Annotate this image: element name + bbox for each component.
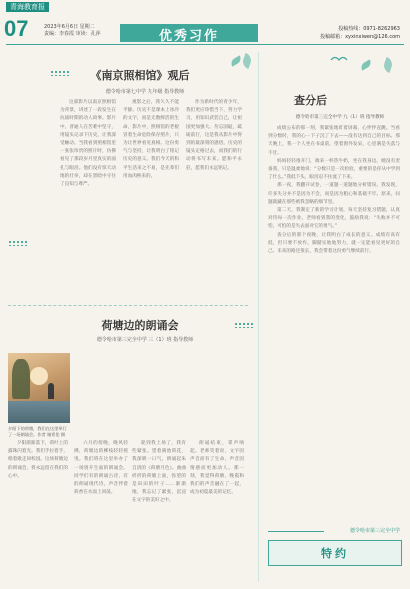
dot-ornament [50,70,70,76]
column-divider [258,52,259,582]
tag-rule [268,531,324,532]
header-rule [6,44,404,45]
tree-shape [12,359,30,399]
article-byline: 德令哈市第三完全中学 九（1）班 指导教师 [295,115,385,120]
school-name: 德令哈市第三完全中学 [349,528,400,534]
article-body [60,99,242,299]
text-column: 作为新时代的青少年，我们更应珍惜当下，努力学习，用知识武装自己，让祖国更加强大。勿忘国耻，砥砺前行，这是我从影片中得到的最深刻的感悟。历史的镜头定格过去，而我们的行动将书写未来。愿和平永驻，愿我们永远铭记。 [186,100,242,171]
leaf-icon [382,57,394,73]
text-column: 朗诵结束，掌声响起。老师笑着说，文字因声音而有了生命，声音因情感而更加动人。那一刻，我觉得荷塘、晚霞和我们的声音融在了一起，成为初夏最美的记忆。 [190,441,244,496]
text-column: 这部影片以南京照相馆为背景，讲述了一段发生在抗战时期的动人故事。影片中，普通人在苦难中坚守，用镜头记录下历史，让我深受触动。当我看到照相馆里一张张珍贵的照片时，仿佛看见了那段岁月里真实的面孔与眼泪。他们没有惊天动地的壮举，却在黑暗中守住了良知与尊严。 [60,100,116,188]
leaf-icon [359,59,372,70]
article-byline: 德令哈市第七中学 九年级 指导教师 [105,89,185,95]
lotus-pond-photo [8,353,70,423]
article-body: 成绩公布的那一刻，我紧张地盯着屏幕，心怦怦直跳。当看到分数时，我的心一下子沉了下去——没有达到自己的目标。那天晚上，我一个人坐在书桌前，望着窗外发呆，心里满是失落与不甘。 妈妈轻轻推开门，端来一杯热牛奶，坐在我身边。她没有责备我，只是温柔地说：“分数只是一次检验，重要的是你从中学到了什么。”我低下头，眼泪忍不住流了下来。 那一夜，我翻开试卷，一道题一道题地分析错误。我发现，许多失分并不是因为不会，而是因为粗心和基础不牢。原来，问题就藏在那些被我忽略的细节里。 第二天，我制定了新的学习计划，每天坚持复习错题，认真对待每一次作业。老师看到我的变化，鼓励我说：“失败并不可怕，可怕的是失去面对它的勇气。” 查分后的那个夜晚，让我明白了成长的意义。成绩有高有低，但只要不放弃，脚踏实地地努力，就一定能看见更好的自己。未来的路还很长，我会带着这份勇气继续前行。 [268,126,400,255]
dot-ornament [8,240,28,246]
section-divider [8,305,248,306]
article-title: 荷塘边的朗诵会 [101,319,179,332]
text-column: 夕阳渐渐落下，荷叶上的露珠闪着光。我们手拉着手，唱着歌走回校园。这场荷塘边的朗诵会，将永远留在我们的心中。 [8,441,68,479]
page-number: 07 [4,16,29,41]
article-body [8,440,244,576]
page-header [0,0,410,44]
text-column: 观影之后，我久久不能平静。历史不是课本上冰冷的文字，而是无数鲜活的生命。影片中，照相馆的老板冒着生命危险保存照片，只为让世界看见真相。这份勇气与坚持，让我明白了铭记历史的意义。我们今天的和平生活来之不易，是先辈们用血肉换来的。 [123,100,179,179]
photo-caption: 夕阳下的荷塘，我们在这里举行了一场朗诵会。作者 谢希伦 摄 [8,426,67,437]
section-title: 优秀习作 [158,29,219,44]
date-line: 2023年6月6日 星期二 [44,24,95,30]
person-shape [48,383,54,399]
water-shape [8,401,70,423]
leaf-icon [229,55,242,66]
email: 投稿邮箱：xyxinxiwen@126.com [320,34,400,40]
newspaper-logo: 青海教育报 [6,2,49,12]
text-column: 轮到我上场了，我有些紧张。望着满池荷花，我深吸一口气，朗诵起朱自清的《荷塘月色》。曲曲折折的荷塘上面，弥望的是田田的叶子……渐渐地，我忘记了紧张，沉浸在文字的美好之中。 [132,441,186,504]
special-label: 特约 [321,547,349,560]
article-byline: 德令哈市第三完全中学 三（1）班 指导教师 [96,337,194,343]
hotline: 投稿热线：0971-8262963 [338,26,400,32]
dot-ornament [234,322,254,328]
special-box [268,540,402,566]
school-tag [268,527,400,537]
article-title: 《南京照相馆》观后 [90,69,190,82]
bird-icon [330,54,348,64]
article-title: 查分后 [294,94,327,107]
section-banner [120,24,258,42]
sun-shape [30,367,48,385]
editor-line: 责编：李春霞 审读：孔萍 [44,31,101,37]
leaf-icon [241,53,253,69]
text-column: 六月的傍晚，晚风轻拂，荷塘边的柳枝轻轻摇曳。我们班在这里举办了一场别开生面的朗诵会。同学们有的朗诵古诗，有的朗诵现代诗，声音伴着荷香在水面上回荡。 [74,441,128,496]
